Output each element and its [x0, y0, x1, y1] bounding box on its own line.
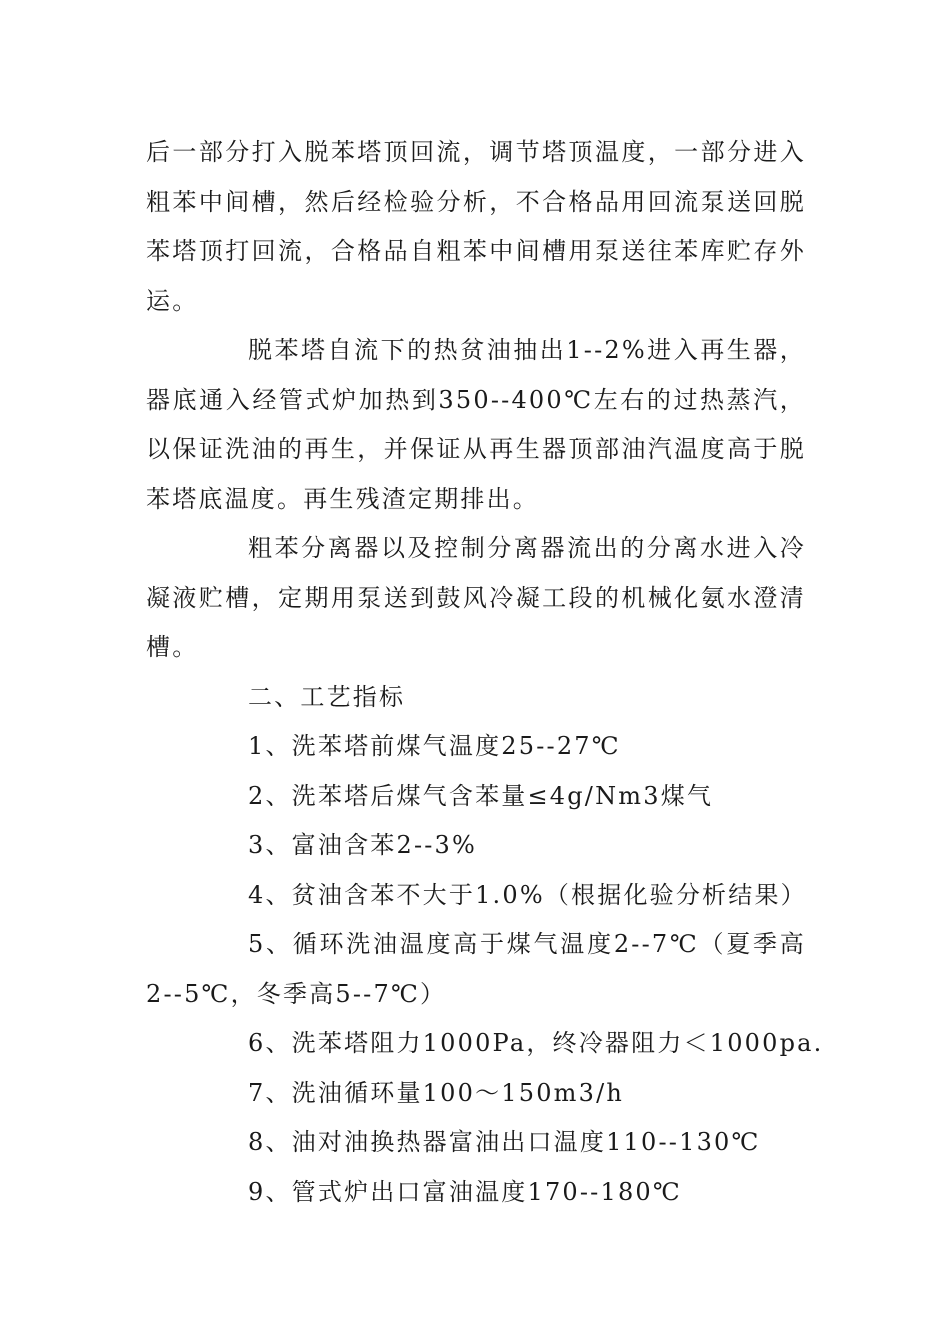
list-item: 8、油对油换热器富油出口温度110--130℃ — [248, 1128, 761, 1156]
list-item: 6、洗苯塔阻力1000Pa，终冷器阻力＜1000pa. — [248, 1029, 824, 1057]
list-item: 5、循环洗油温度高于煤气温度2--7℃（夏季高2--5℃，冬季高5--7℃） — [146, 930, 806, 1008]
paragraph-separator-water-description: 粗苯分离器以及控制分离器流出的分离水进入冷凝液贮槽，定期用泵送到鼓风冷凝工段的机械化氨水澄清槽。 — [146, 534, 806, 661]
document-body — [146, 128, 824, 1217]
list-item: 1、洗苯塔前煤气温度25--27℃ — [248, 732, 621, 760]
list-item: 2、洗苯塔后煤气含苯量≤4g/Nm3煤气 — [248, 781, 714, 810]
list-item: 3、富油含苯2--3% — [248, 831, 478, 859]
section-heading-process-indices: 二、工艺指标 — [248, 682, 406, 711]
list-item: 7、洗油循环量100～150m3/h — [248, 1078, 625, 1107]
paragraph-regenerator-description: 脱苯塔自流下的热贫油抽出1--2%进入再生器，器底通入经管式炉加热到350--400℃左右的过热蒸汽，以保证洗油的再生，并保证从再生器顶部油汽温度高于脱苯塔底温度。再生残渣定期排出。 — [146, 336, 806, 513]
list-item: 4、贫油含苯不大于1.0%（根据化验分析结果） — [248, 880, 807, 909]
list-item: 9、管式炉出口富油温度170--180℃ — [248, 1177, 682, 1206]
paragraph-reflux-description: 后一部分打入脱苯塔顶回流，调节塔顶温度，一部分进入粗苯中间槽，然后经检验分析，不合格品用回流泵送回脱苯塔顶打回流，合格品自粗苯中间槽用泵送往苯库贮存外运。 — [146, 138, 806, 315]
